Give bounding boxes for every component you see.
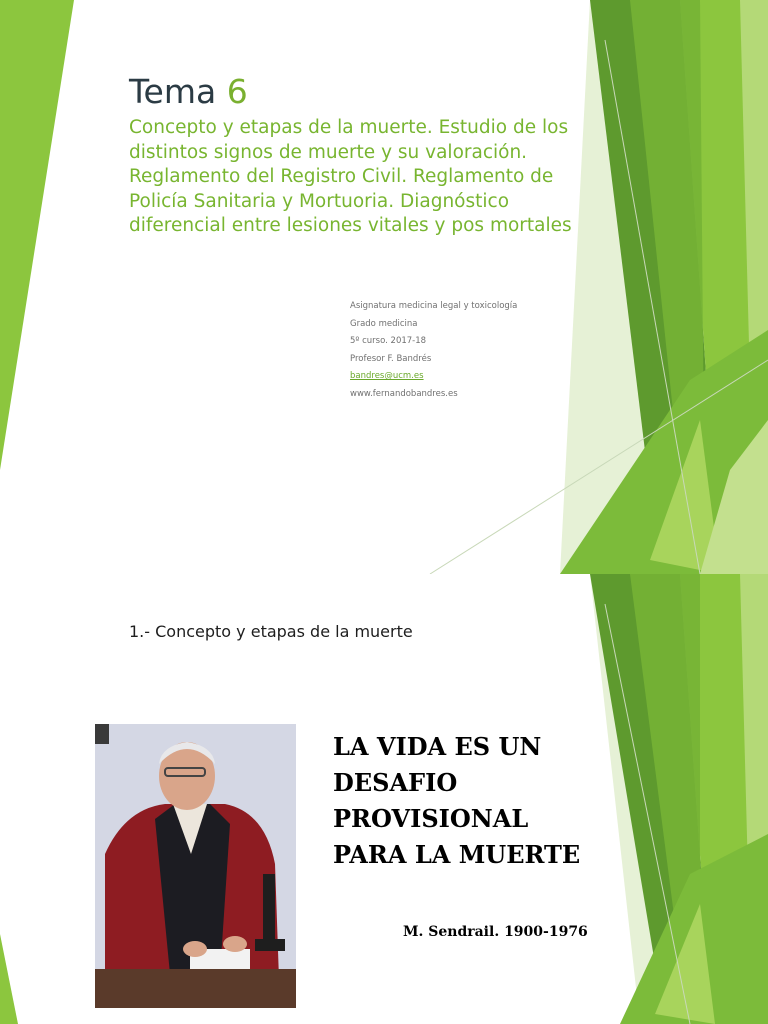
subject-label: Asignatura medicina legal y toxicología bbox=[350, 301, 518, 311]
quote-line: DESAFIO bbox=[333, 768, 458, 797]
professor-label: Profesor F. Bandrés bbox=[350, 353, 432, 364]
quote-line: LA VIDA ES UN bbox=[333, 732, 542, 761]
course-info bbox=[350, 298, 517, 403]
quote-text bbox=[333, 729, 580, 873]
title-number: 6 bbox=[226, 72, 248, 111]
slide-subtitle: Concepto y etapas de la muerte. Estudio de los distintos signos de muerte y su valoración. Reglamento del Registro Civil. Reglamento de Policía Sanitaria y Mortuoria. Diagnóstico diferencial entre lesiones vitales y pos mortales bbox=[129, 117, 572, 236]
title-word: Tema bbox=[129, 72, 217, 111]
course-label: 5º curso. 2017-18 bbox=[350, 336, 427, 346]
degree-label: Grado medicina bbox=[350, 318, 418, 329]
portrait-photo bbox=[95, 724, 296, 1008]
quote-line: PARA LA MUERTE bbox=[333, 840, 581, 869]
website-label: www.fernandobandres.es bbox=[350, 388, 458, 399]
section-title: 1.- Concepto y etapas de la muerte bbox=[129, 622, 413, 641]
content-slide bbox=[0, 574, 768, 1024]
email-link[interactable]: bandres@ucm.es bbox=[350, 371, 424, 381]
quote-line: PROVISIONAL bbox=[333, 804, 529, 833]
slide-title bbox=[129, 72, 248, 111]
quote-author: M. Sendrail. 1900-1976 bbox=[403, 924, 588, 940]
